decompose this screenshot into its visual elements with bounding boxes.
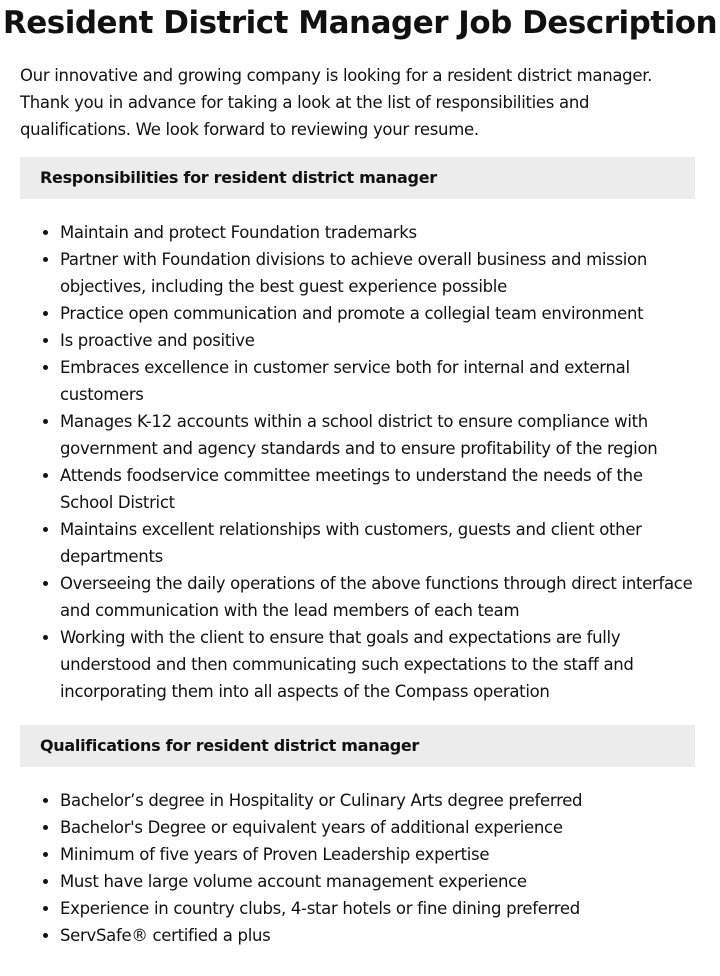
list-item: • Overseeing the daily operations of the above functions through direct interface and communication with the lead members of each team xyxy=(60,570,700,624)
responsibilities-list xyxy=(20,219,700,705)
list-item: • Attends foodservice committee meetings to understand the needs of the School District xyxy=(60,462,700,516)
list-item: • Working with the client to ensure that goals and expectations are fully understood and then communicating such expectations to the staff and incorporating them into all aspects of the Compass operation xyxy=(60,624,700,705)
list-item: • Embraces excellence in customer service both for internal and external customers xyxy=(60,354,700,408)
qualifications-heading: Qualifications for resident district manager xyxy=(20,725,695,767)
list-item: • Manages K-12 accounts within a school district to ensure compliance with government and agency standards and to ensure profitability of the region xyxy=(60,408,700,462)
responsibilities-heading: Responsibilities for resident district manager xyxy=(20,157,695,199)
qualifications-list xyxy=(20,787,700,949)
list-item: • Bachelor's Degree or equivalent years of additional experience xyxy=(60,814,700,841)
intro-text: Our innovative and growing company is looking for a resident district manager. Thank you in advance for taking a look at the list of responsibilities and qualifications. We look forward to reviewing your resume. xyxy=(20,66,653,139)
list-item: • Experience in country clubs, 4-star hotels or fine dining preferred xyxy=(60,895,700,922)
list-item: • Maintain and protect Foundation trademarks xyxy=(60,219,700,246)
list-item: • Maintains excellent relationships with customers, guests and client other departments xyxy=(60,516,700,570)
list-item: • Bachelor’s degree in Hospitality or Culinary Arts degree preferred xyxy=(60,787,700,814)
list-item: • Is proactive and positive xyxy=(60,327,700,354)
list-item: • Practice open communication and promote a collegial team environment xyxy=(60,300,700,327)
list-item: • Must have large volume account management experience xyxy=(60,868,700,895)
list-item: • ServSafe® certified a plus xyxy=(60,922,700,949)
list-item: • Partner with Foundation divisions to achieve overall business and mission objectives, including the best guest experience possible xyxy=(60,246,700,300)
page-title: Resident District Manager Job Description xyxy=(2,5,718,41)
list-item: • Minimum of five years of Proven Leadership expertise xyxy=(60,841,700,868)
